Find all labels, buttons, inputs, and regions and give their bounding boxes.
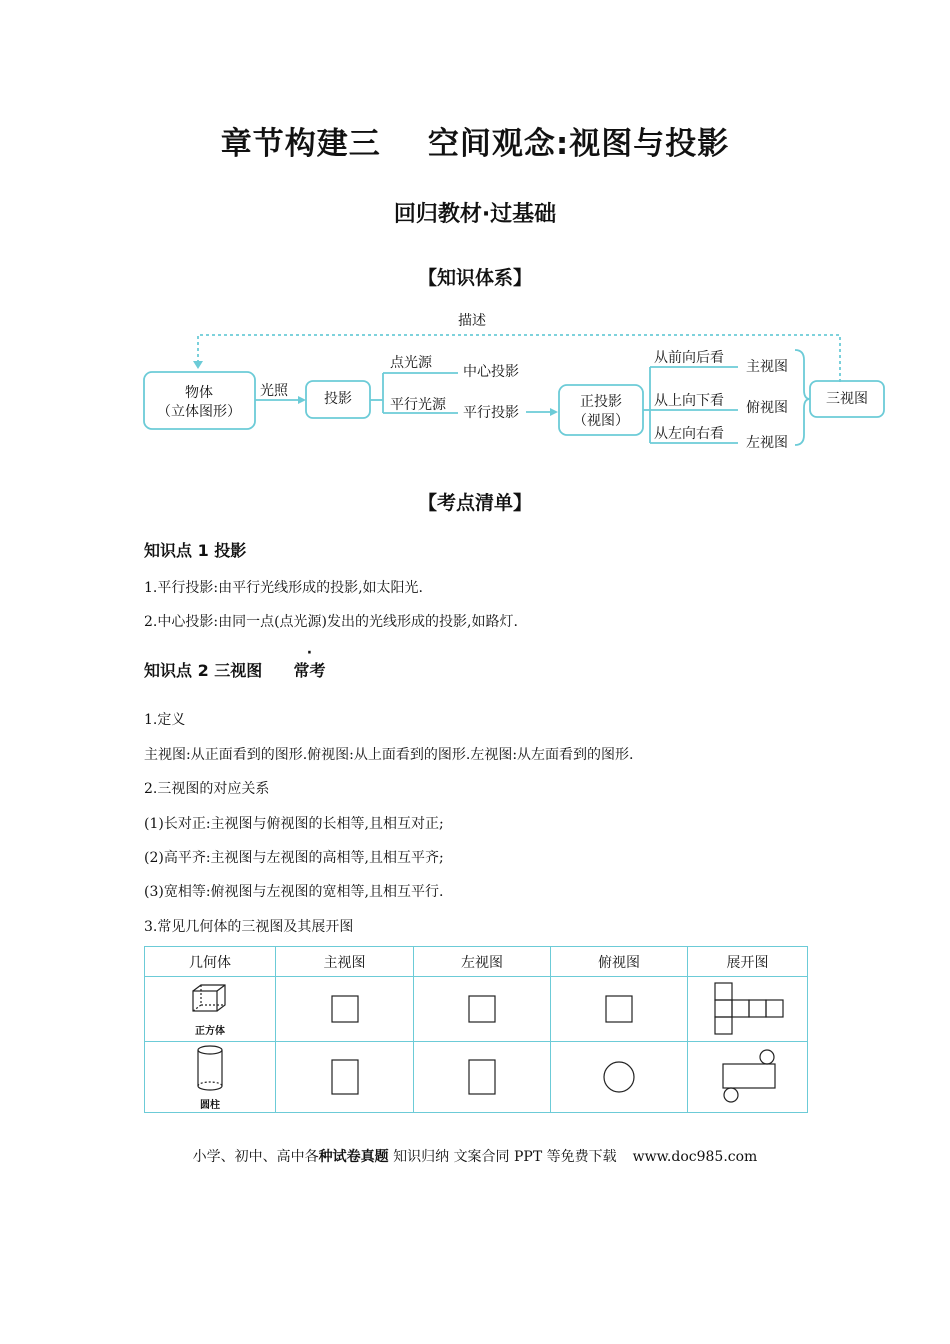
cube-net-cell bbox=[688, 977, 808, 1042]
kp2-rel-1: (1)长对正:主视图与俯视图的长相等,且相互对正; bbox=[144, 816, 444, 832]
knowledge-diagram bbox=[140, 305, 900, 455]
cylinder-drawing bbox=[192, 1044, 228, 1096]
kp2-rel-2: (2)高平齐:主视图与左视图的高相等,且相互平齐; bbox=[144, 850, 444, 866]
cube-label: 正方体 bbox=[195, 1025, 225, 1037]
kp1-paragraph-1: 1.平行投影:由平行光线形成的投影,如太阳光. bbox=[144, 580, 423, 596]
cube-left-view-cell bbox=[414, 977, 551, 1042]
kp2-table-title: 3.常见几何体的三视图及其展开图 bbox=[144, 919, 354, 935]
left-to-right-label: 从左向右看 bbox=[654, 426, 724, 442]
central-projection-label: 中心投影 bbox=[463, 364, 519, 380]
section-exam-points: 【考点清单】 bbox=[417, 492, 532, 514]
orthographic-label-2: （视图） bbox=[573, 413, 629, 429]
table-header-row bbox=[145, 947, 808, 977]
cylinder-front-view-cell bbox=[276, 1042, 414, 1113]
header-left-view: 左视图 bbox=[414, 947, 551, 977]
footer-text-3: 知识归纳 bbox=[388, 1149, 454, 1165]
header-net: 展开图 bbox=[688, 947, 808, 977]
kp2-badge: 常考 bbox=[293, 661, 326, 680]
section-knowledge-system: 【知识体系】 bbox=[417, 267, 532, 289]
light-label: 光照 bbox=[260, 383, 288, 399]
cylinder-left-view-cell bbox=[414, 1042, 551, 1113]
rectangle-icon bbox=[467, 1058, 497, 1096]
front-to-back-label: 从前向后看 bbox=[654, 350, 724, 366]
cube-drawing bbox=[185, 982, 235, 1022]
kp2-heading: 知识点 2 三视图 bbox=[144, 661, 263, 680]
square-icon bbox=[604, 994, 634, 1024]
rectangle-icon bbox=[330, 1058, 360, 1096]
cube-net-drawing bbox=[711, 981, 785, 1037]
page-title: 章节构建三 空间观念:视图与投影 bbox=[220, 126, 730, 162]
footer-url[interactable]: www.doc985.com bbox=[632, 1149, 758, 1165]
header-top-view: 俯视图 bbox=[551, 947, 688, 977]
cube-top-view-cell bbox=[551, 977, 688, 1042]
footer-text-4: 文案合同 PPT 等免费下载 bbox=[453, 1149, 617, 1165]
object-label-2: （立体图形） bbox=[157, 404, 241, 420]
table-row-cylinder bbox=[145, 1042, 808, 1113]
three-views-label: 三视图 bbox=[826, 391, 868, 407]
table-row-cube bbox=[145, 977, 808, 1042]
kp2-rel-title: 2.三视图的对应关系 bbox=[144, 781, 270, 797]
page-subtitle: 回归教材·过基础 bbox=[393, 202, 557, 227]
point-source-label: 点光源 bbox=[390, 355, 432, 371]
header-solid: 几何体 bbox=[145, 947, 276, 977]
circle-icon bbox=[602, 1060, 636, 1094]
square-icon bbox=[330, 994, 360, 1024]
cylinder-net-drawing bbox=[717, 1048, 779, 1106]
top-view-label: 俯视图 bbox=[746, 400, 788, 416]
cube-solid-cell bbox=[145, 977, 276, 1042]
cylinder-label: 圆柱 bbox=[200, 1099, 220, 1111]
orthographic-label-1: 正投影 bbox=[580, 394, 622, 410]
kp1-heading: 知识点 1 投影 bbox=[144, 541, 247, 560]
parallel-projection-label: 平行投影 bbox=[463, 405, 519, 421]
kp2-heading-row bbox=[144, 658, 325, 681]
cylinder-solid-cell bbox=[145, 1042, 276, 1113]
kp1-paragraph-2: 2.中心投影:由同一点(点光源)发出的光线形成的投影,如路灯. bbox=[144, 614, 518, 630]
three-views-table bbox=[144, 946, 808, 1113]
describe-arrow bbox=[198, 335, 840, 382]
cube-front-view-cell bbox=[276, 977, 414, 1042]
parallel-source-label: 平行光源 bbox=[390, 397, 446, 413]
projection-label: 投影 bbox=[324, 391, 352, 407]
front-view-label: 主视图 bbox=[746, 359, 788, 375]
square-icon bbox=[467, 994, 497, 1024]
kp2-rel-3: (3)宽相等:俯视图与左视图的宽相等,且相互平行. bbox=[144, 884, 444, 900]
footer bbox=[0, 1146, 950, 1166]
top-to-bottom-label: 从上向下看 bbox=[654, 393, 724, 409]
cylinder-net-cell bbox=[688, 1042, 808, 1113]
kp2-def-text: 主视图:从正面看到的图形.俯视图:从上面看到的图形.左视图:从左面看到的图形. bbox=[144, 747, 634, 763]
cylinder-top-view-cell bbox=[551, 1042, 688, 1113]
kp2-def-title: 1.定义 bbox=[144, 712, 186, 728]
left-view-label: 左视图 bbox=[746, 435, 788, 451]
describe-label: 描述 bbox=[458, 313, 486, 329]
object-label-1: 物体 bbox=[185, 385, 213, 401]
footer-text-1: 小学、初中、高中各 bbox=[192, 1149, 319, 1165]
header-front-view: 主视图 bbox=[276, 947, 414, 977]
footer-text-2: 种试卷真题 bbox=[318, 1149, 389, 1165]
